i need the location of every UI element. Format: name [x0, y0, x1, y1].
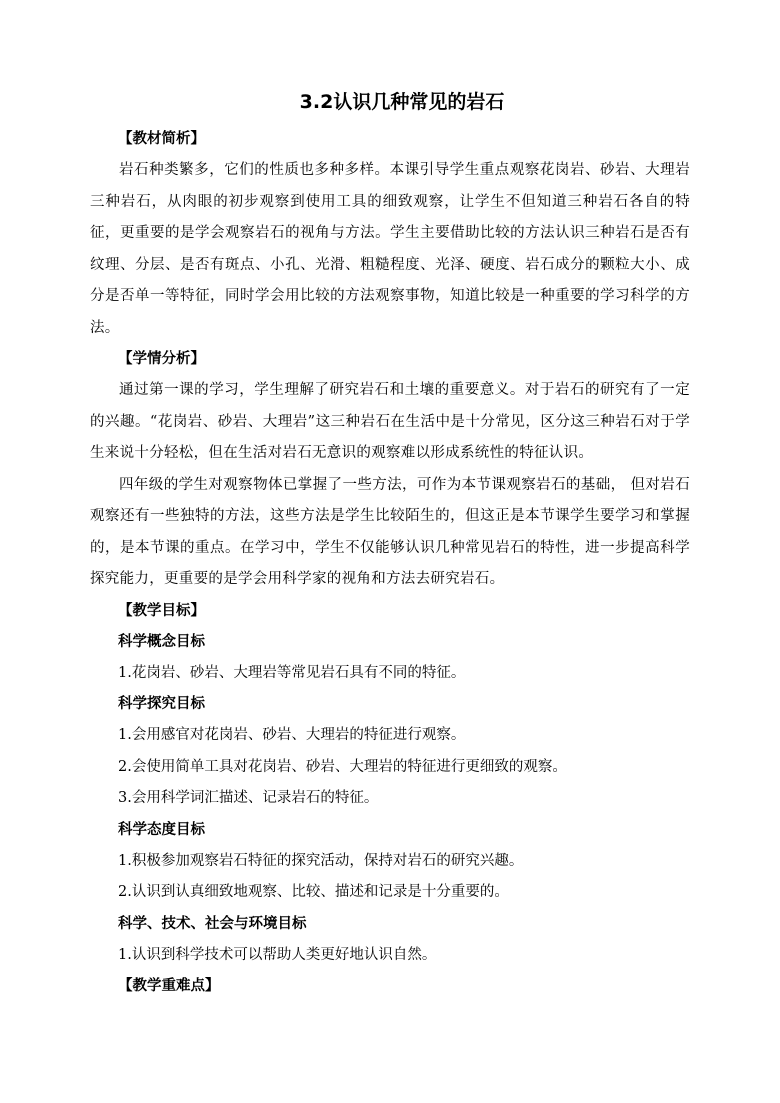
goal-sts-item-1: 1.认识到科学技术可以帮助人类更好地认识自然。: [118, 946, 437, 963]
section-heading-goals: 【教学目标】: [118, 602, 205, 619]
goal-inquiry-label: 科学探究目标: [118, 696, 205, 712]
goal-sts-label: 科学、技术、社会与环境目标: [118, 915, 307, 932]
students-paragraph-2: 四年级的学生对观察物体已掌握了一些方法，可作为本节课观察岩石的基础， 但对岩石观察还有一些独特的方法，这些方法是学生比较陌生的，但这正是本节课学生要学习和掌握的，是本节课的重点。在学习中，学生不仅能够认识几种常见岩石的特性，进一步提高科学探究能力，更重要的是学会用科学家的视角和方法去研究岩石。: [90, 476, 690, 587]
goal-attitude-item-1: 1.积极参加观察岩石特征的探究活动，保持对岩石的研究兴趣。: [118, 852, 524, 869]
goal-attitude-item-2: 2.认识到认真细致地观察、比较、描述和记录是十分重要的。: [118, 884, 509, 900]
goal-concept-label: 科学概念目标: [118, 633, 205, 650]
goal-inquiry-item-2: 2.会使用简单工具对花岗岩、砂岩、大理岩的特征进行更细致的观察。: [118, 758, 567, 775]
students-paragraph-1: 通过第一课的学习，学生理解了研究岩石和土壤的重要意义。对于岩石的研究有了一定的兴趣。“花岗岩、砂岩、大理岩”这三种岩石在生活中是十分常见，区分这三种岩石对于学生来说十分轻松，但在生活对岩石无意识的观察难以形成系统性的特征认识。: [90, 382, 690, 461]
section-heading-students: 【学情分析】: [118, 351, 205, 367]
textbook-paragraph: 岩石种类繁多，它们的性质也多种多样。本课引导学生重点观察花岗岩、砂岩、大理岩三种岩石，从肉眼的初步观察到使用工具的细致观察，让学生不但知道三种岩石各自的特征，更重要的是学会观察岩石的视角与方法。学生主要借助比较的方法认识三种岩石是否有纹理、分层、是否有斑点、小孔、光滑、粗糙程度、光泽、硬度、岩石成分的颗粒大小、成分是否单一等特征，同时学会用比较的方法观察事物，知道比较是一种重要的学习科学的方法。: [90, 162, 690, 336]
goal-attitude-label: 科学态度目标: [118, 821, 205, 838]
page-title: 3.2认识几种常见的岩石: [299, 91, 505, 113]
goal-concept-item-1: 1.花岗岩、砂岩、大理岩等常见岩石具有不同的特征。: [118, 664, 466, 681]
section-heading-keypoints: 【教学重难点】: [118, 978, 220, 994]
goal-inquiry-item-1: 1.会用感官对花岗岩、砂岩、大理岩的特征进行观察。: [118, 727, 466, 743]
document-page: [90, 88, 690, 1002]
section-heading-textbook: 【教材简析】: [118, 131, 205, 147]
goal-inquiry-item-3: 3.会用科学词汇描述、记录岩石的特征。: [118, 790, 379, 806]
